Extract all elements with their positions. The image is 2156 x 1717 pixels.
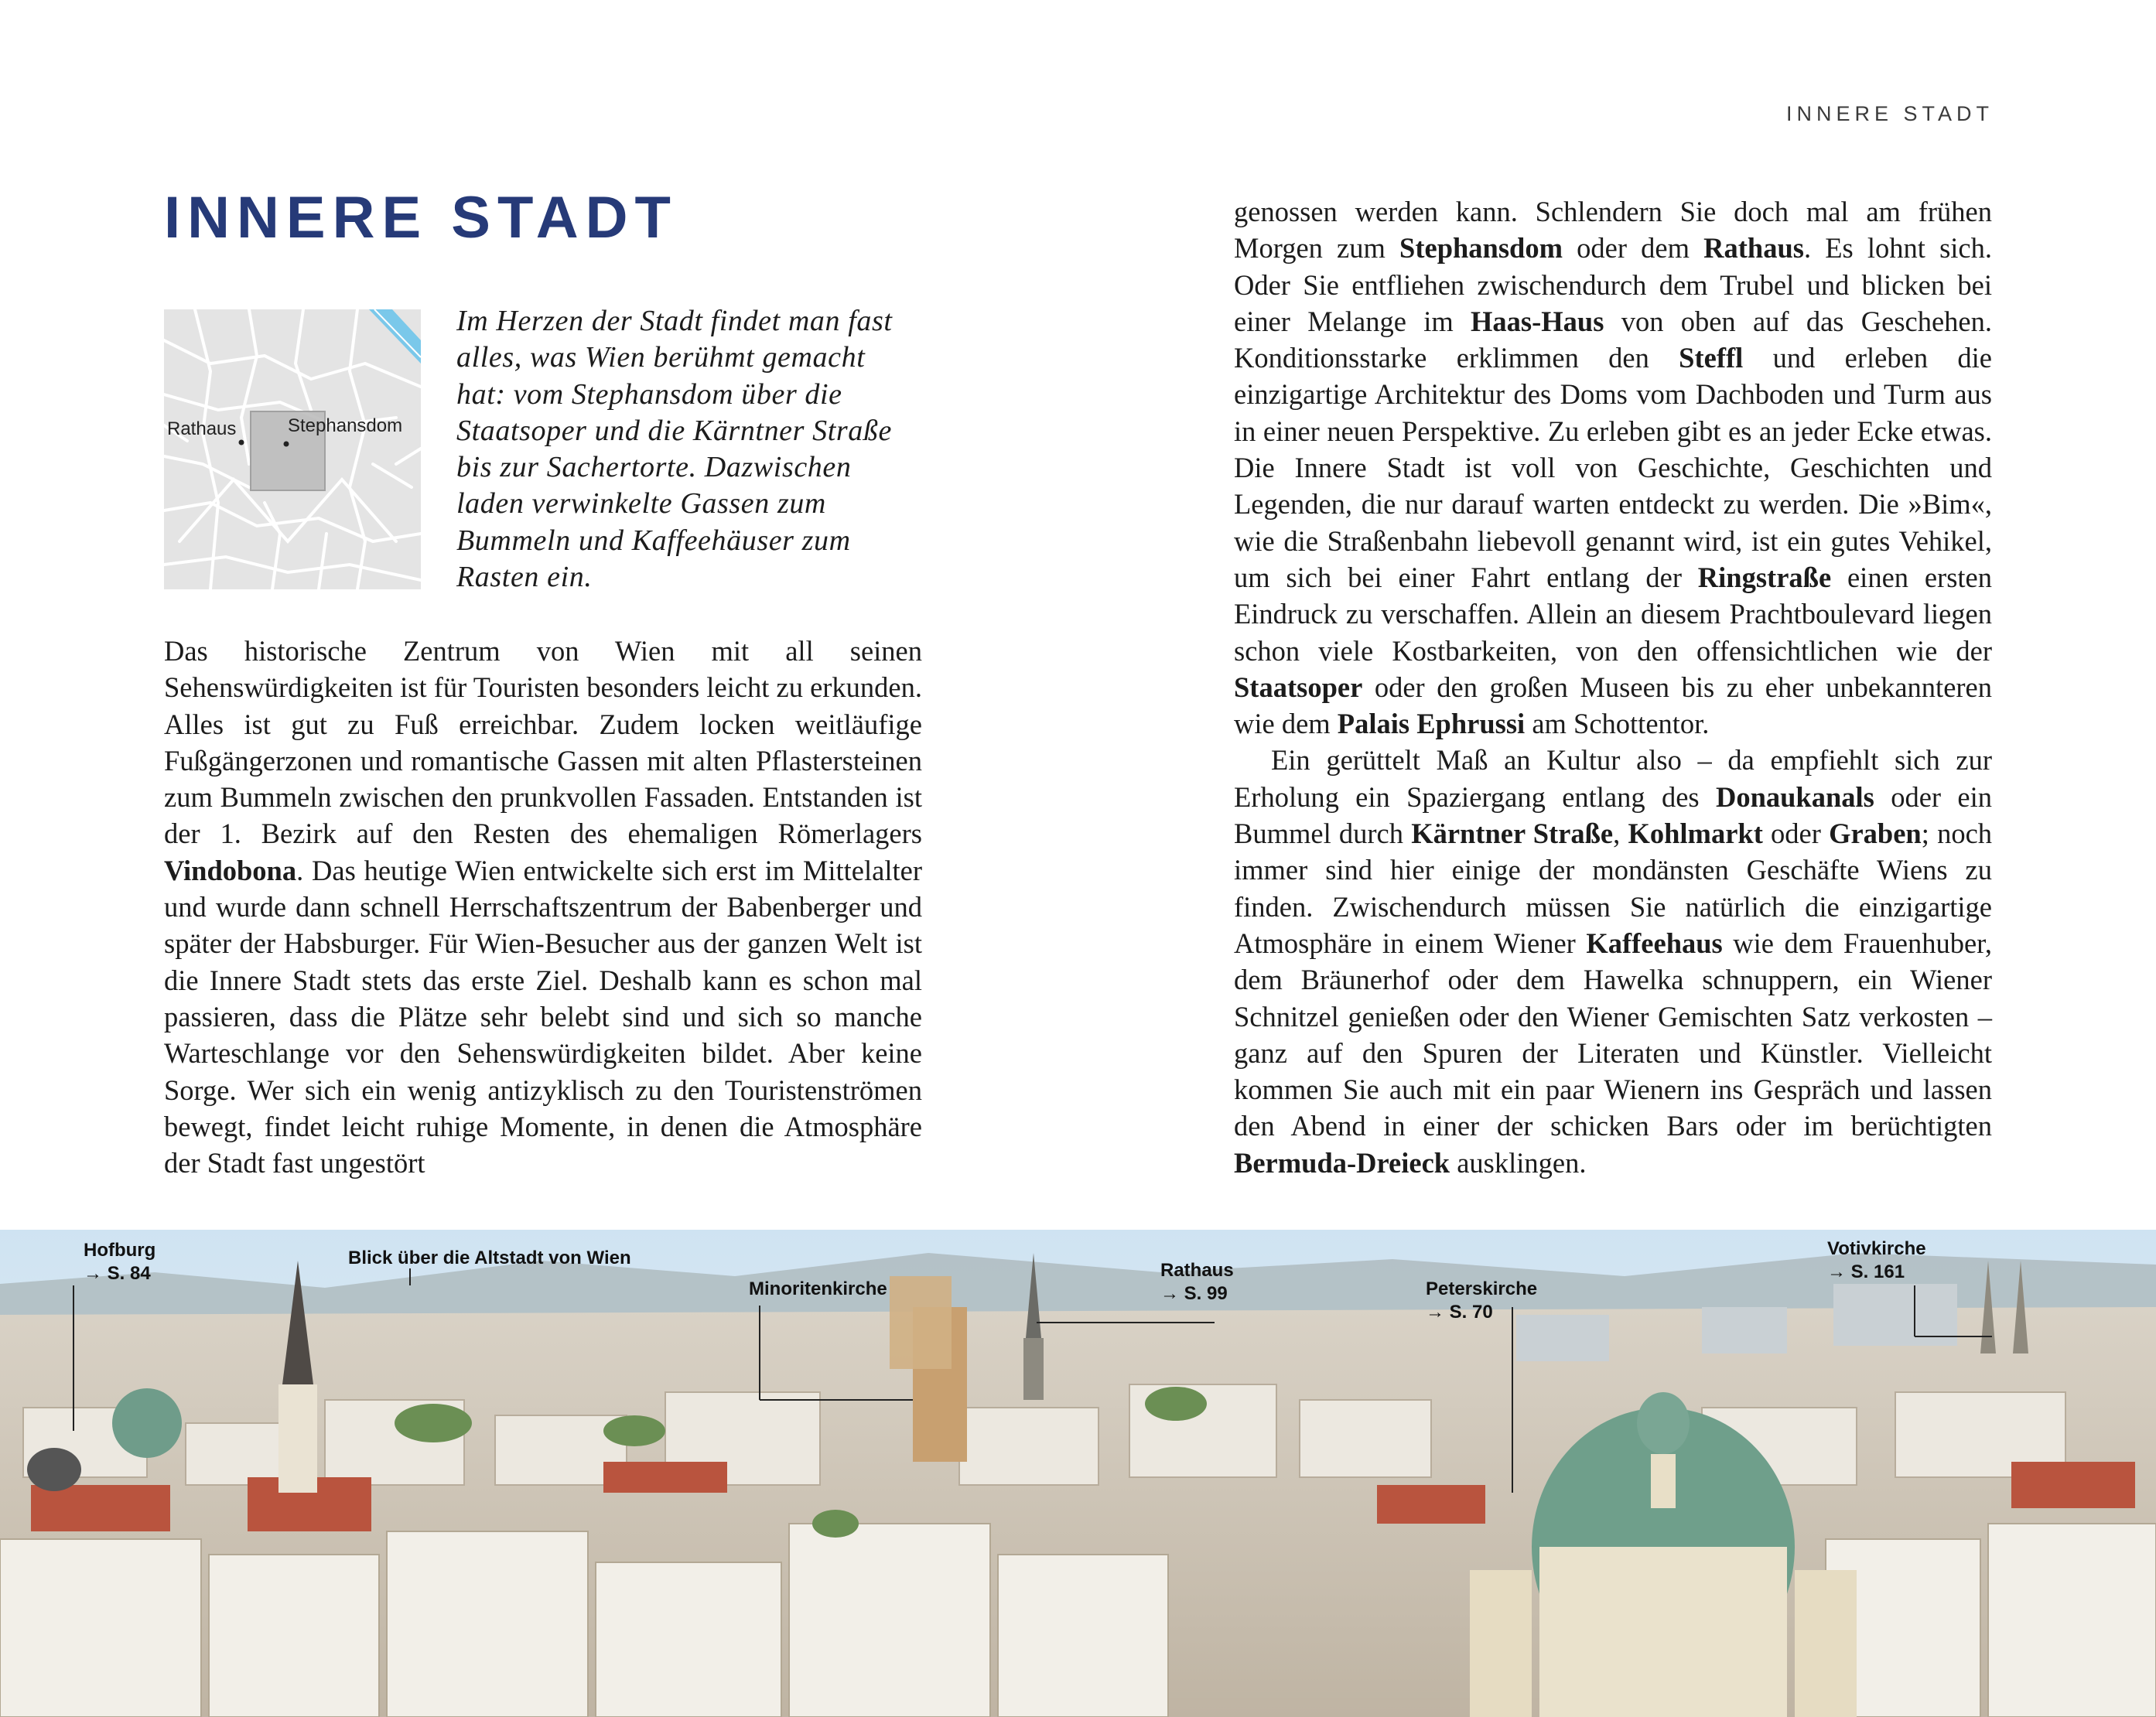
intro-text: Im Herzen der Stadt findet man fast alles, was Wien berühmt gemacht hat: vom Stephansdom über die Staatsoper und die Kärntner Straße bis zur Sachertorte. Dazwischen laden verwinkelte Gassen zum Bummeln und Kaffeehäuser zum Rasten ein. [456, 305, 893, 594]
running-head: INNERE STADT [1785, 102, 1994, 125]
map-label-stephansdom: Stephansdom [288, 415, 403, 436]
vienna-panorama-photo [0, 1230, 2156, 1717]
paragraph: genossen werden kann. Schlendern Sie doch mal am frühen Morgen zum Stephansdom oder dem Rathaus. Es lohnt sich. Oder Sie entfliehen zwischendurch dem Trubel und blicken bei einer Melange im Haas-Haus von oben auf das Geschehen. Konditionsstarke erklimmen den Steffl und erleben die einzigartige Architektur des Doms vom Dachboden und Turm aus in einer neuen Perspektive. Zu erleben gibt es an jeder Ecke etwas. Die Innere Stadt ist voll von Geschichte, Geschichten und Legenden, die nur darauf warten entdeckt zu werden. Die »Bim«, wie die Straßenbahn liebevoll genannt wird, ist ein gutes Vehikel, um sich bei einer Fahrt entlang der Ringstraße einen ersten Eindruck zu verschaffen. Allein an diesem Prachtboulevard liegen schon viele Kostbarkeiten, von den offensichtlichen wie der Staatsoper oder den großen Museen bis zu eher unbekannteren wie dem Palais Ephrussi am Schottentor. [1234, 196, 1993, 740]
paragraph: Das historische Zentrum von Wien mit all seinen Sehenswürdigkeiten ist für Touristen besonders leicht zu erkunden. Alles ist gut zu Fuß erreichbar. Zudem locken weitläufige Fußgängerzonen und romantische Gassen mit alten Pflastersteinen zum Bummeln zwischen den prunkvollen Fassaden. Entstanden ist der 1. Bezirk auf den Resten des ehemaligen Römerlagers Vindobona. Das heutige Wien entwickelte sich erst im Mittelalter und wurde dann schnell Herrschaftszentrum der Babenberger und später der Habsburger. Für Wien-Besucher aus der ganzen Welt ist die Innere Stadt stets das erste Ziel. Deshalb kann es schon mal passieren, dass die Plätze sehr belebt sind und sich so manche Warteschlange vor den Sehenswürdigkeiten bildet. Aber keine Sorge. Wer sich ein wenig antizyklisch zu den Touristenströmen bewegt, findet leicht ruhige Momente, in denen die Atmosphäre der Stadt fast ungestört [164, 635, 923, 1179]
ref-hofburg: → S. 84 [84, 1263, 151, 1284]
locator-map [164, 309, 421, 589]
label-minoritenkirche: Minoritenkirche [749, 1278, 887, 1299]
ref-peterskirche: → S. 70 [1426, 1302, 1493, 1323]
body-column-left [164, 633, 922, 1181]
label-hofburg: Hofburg → S. 84 [84, 1240, 156, 1284]
ref-rathaus: → S. 99 [1160, 1283, 1228, 1304]
panorama-caption: Blick über die Altstadt von Wien [348, 1248, 631, 1268]
label-votivkirche: Votivkirche → S. 161 [1827, 1238, 1926, 1282]
page-title: INNERE STADT [164, 185, 678, 251]
body-column-right [1234, 193, 1992, 1181]
label-peterskirche: Peterskirche → S. 70 [1426, 1278, 1538, 1323]
map-label-rathaus: Rathaus [167, 418, 237, 439]
paragraph: Ein gerüttelt Maß an Kultur also – da empfiehlt sich zur Erholung ein Spaziergang entlang des Donaukanals oder ein Bummel durch Kärntner Straße, Kohlmarkt oder Graben; noch immer sind hier einige der mondänsten Geschäfte Wiens zu finden. Zwischendurch müssen Sie natürlich die einzigartige Atmosphäre in einem Wiener Kaffeehaus wie dem Frauenhuber, dem Bräunerhof oder dem Hawelka schnuppern, ein Wiener Schnitzel genießen oder den Wiener Gemischten Satz verkosten – ganz auf den Spuren der Literaten und Künstler. Vielleicht kommen Sie auch mit ein paar Wienern ins Gespräch und lassen den Abend in einer der schicken Bars oder im berüchtigten Bermuda-Dreieck ausklingen. [1234, 744, 1993, 1179]
label-rathaus: Rathaus → S. 99 [1160, 1260, 1234, 1304]
ref-votivkirche: → S. 161 [1827, 1261, 1905, 1282]
